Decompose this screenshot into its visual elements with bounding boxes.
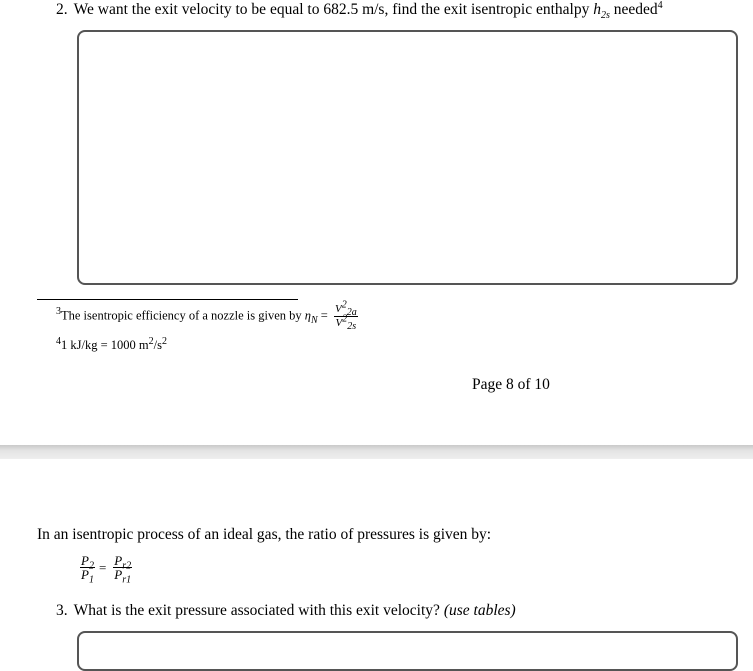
page-separator: [0, 445, 753, 459]
denominator-sup: 2: [342, 313, 348, 325]
lhs-denominator: P: [81, 567, 89, 582]
page-number: Page 8 of 10: [472, 376, 550, 393]
answer-box-q3[interactable]: [77, 631, 738, 671]
equals-sign: =: [317, 308, 331, 323]
footnote-rule: [37, 299, 298, 300]
question-number: 3.: [56, 602, 68, 619]
footnote-4: [56, 335, 167, 353]
footnote-ref-4: 4: [657, 0, 663, 11]
equals-sign: =: [98, 559, 107, 575]
rhs-denominator: P: [114, 567, 123, 582]
rhs-numerator-sub: r2: [122, 560, 132, 572]
question-hint: (use tables): [443, 602, 516, 619]
question-tail: needed: [609, 1, 658, 18]
lhs-numerator: P: [81, 553, 89, 568]
numerator-sub: 2a: [346, 307, 357, 319]
numerator-v: V: [334, 303, 342, 315]
enthalpy-subscript: 2s: [600, 10, 610, 22]
lhs-denominator-sub: 1: [88, 574, 94, 586]
question-number: 2.: [56, 1, 68, 18]
lhs-numerator-sub: 2: [88, 560, 94, 572]
question-2: [56, 0, 663, 22]
rhs-numerator: P: [114, 553, 123, 568]
eta-symbol: η: [304, 308, 311, 323]
question-text: What is the exit pressure associated with this exit velocity?: [73, 602, 444, 619]
lhs-fraction: [80, 553, 95, 586]
unit-sup-1: 2: [148, 335, 154, 347]
footnote-3: [56, 299, 358, 333]
unit-sup-2: 2: [161, 335, 167, 347]
intro-text: In an isentropic process of an ideal gas, the ratio of pressures is given by:: [37, 526, 492, 543]
enthalpy-symbol: h: [593, 1, 601, 18]
rhs-denominator-sub: r1: [122, 574, 132, 586]
numerator-sup: 2: [341, 299, 347, 311]
footnote-text: The isentropic efficiency of a nozzle is given by: [61, 308, 305, 323]
rhs-fraction: [113, 553, 132, 586]
answer-box-q2[interactable]: [77, 30, 738, 285]
footnote-mark: 4: [56, 335, 61, 347]
denominator-sub: 2s: [347, 321, 357, 333]
denominator-v: V: [335, 317, 343, 329]
question-text: We want the exit velocity to be equal to 682.5 m/s, find the exit isentropic enthalpy: [73, 1, 594, 18]
unit-mid: /s: [153, 338, 162, 352]
efficiency-fraction: [334, 299, 358, 333]
footnote-text: 1 kJ/kg = 1000 m: [61, 338, 149, 352]
pressure-ratio-equation: [77, 553, 132, 586]
footnote-mark: 3: [56, 306, 61, 318]
eta-subscript: N: [310, 314, 318, 326]
question-3: [56, 602, 516, 620]
